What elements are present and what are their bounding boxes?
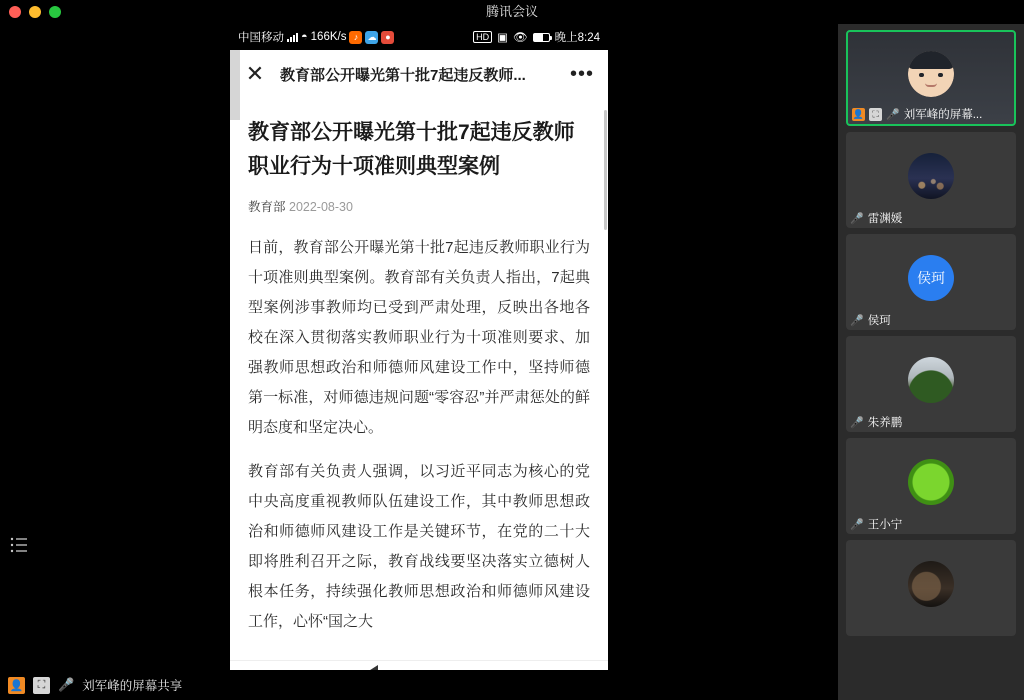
avatar	[908, 357, 954, 403]
screen-share-icon: ⛶	[33, 677, 50, 694]
article-date: 2022-08-30	[289, 200, 353, 215]
carrier-label: 中国移动	[238, 32, 284, 44]
participant-name-row	[848, 104, 986, 124]
list-menu-icon[interactable]	[8, 534, 30, 556]
browser-appbar	[230, 50, 608, 98]
phone-edge-shadow	[230, 50, 240, 120]
phone-screen-share	[230, 24, 608, 700]
article-headline: 教育部公开曝光第十批7起违反教师职业行为十项准则典型案例	[248, 121, 575, 178]
signal-bars-icon	[287, 32, 298, 42]
participant-name-row	[846, 310, 895, 330]
user-badge-icon: 👤	[8, 677, 25, 694]
participant-tile[interactable]	[846, 540, 1016, 636]
screen-share-status-bar	[0, 670, 838, 700]
mic-muted-icon: 🎤	[850, 212, 864, 225]
mic-icon[interactable]: 🎤	[58, 677, 75, 692]
article-source: 教育部	[248, 200, 286, 215]
close-icon[interactable]: ✕	[245, 61, 265, 86]
article-content[interactable]	[230, 98, 608, 660]
qq-badge-icon: ●	[381, 31, 394, 44]
article-meta	[248, 197, 590, 215]
hd-icon: HD	[473, 31, 492, 43]
clock-label: 晚上8:24	[554, 32, 600, 44]
participant-tile[interactable]	[846, 336, 1016, 432]
phone-status-bar	[230, 24, 608, 50]
mic-icon: 🎤	[886, 108, 900, 121]
participant-strip[interactable]	[838, 24, 1024, 700]
participant-tile[interactable]	[846, 234, 1016, 330]
avatar-initials: 侯珂	[917, 270, 945, 287]
eye-icon: 👁	[513, 32, 528, 44]
close-window-button[interactable]	[9, 6, 21, 18]
window-titlebar	[0, 0, 1024, 24]
participant-name: 朱养鹏	[867, 417, 903, 429]
music-badge-icon: ♪	[349, 31, 362, 44]
page-scrollbar[interactable]	[604, 110, 607, 230]
participant-name-row	[846, 514, 906, 534]
participant-tile[interactable]	[846, 438, 1016, 534]
participant-name-row	[846, 412, 906, 432]
user-badge-icon: 👤	[852, 108, 865, 119]
shared-screen-stage	[0, 24, 838, 700]
avatar	[908, 153, 954, 199]
avatar	[908, 255, 954, 301]
traffic-lights	[9, 6, 61, 18]
participant-name-row	[846, 632, 854, 636]
participant-name: 刘军峰的屏幕...	[903, 109, 983, 121]
avatar	[908, 561, 954, 607]
participant-name-row	[846, 208, 906, 228]
maximize-window-button[interactable]	[49, 6, 61, 18]
participant-name: 王小宁	[867, 519, 903, 531]
battery-icon	[533, 33, 550, 42]
network-speed-label: 166K/s	[310, 31, 347, 43]
more-options-icon[interactable]: •••	[569, 62, 594, 85]
minimize-window-button[interactable]	[29, 6, 41, 18]
window-title: 腾讯会议	[485, 4, 538, 19]
mic-muted-icon: 🎤	[850, 314, 864, 327]
participant-name: 雷渊媛	[867, 213, 903, 225]
screen-share-icon: ⛶	[869, 108, 882, 121]
participant-tile[interactable]	[846, 132, 1016, 228]
wifi-icon: ◓	[301, 31, 308, 43]
weather-badge-icon: ☁	[367, 31, 377, 42]
article-paragraph: 日前，教育部公开曝光第十批7起违反教师职业行为十项准则典型案例。教育部有关负责人指出，7起典型案例涉事教师均已受到严肃处理，反映出各地各校在深入贯彻落实教师职业行为十项准则要求、加强教师思想政治和师德师风建设工作中，坚持师德第一标准，对师德违规问题“零容忍”并严肃惩处的鲜明态度和坚定决心。	[248, 239, 590, 437]
avatar	[908, 459, 954, 505]
article-paragraph: 教育部有关负责人强调，以习近平同志为核心的党中央高度重视教师队伍建设工作，其中教师思想政治和师德师风建设工作是关键环节，在党的二十大即将胜利召开之际，教育战线要坚决落实立德树人根本任务，持续强化教师思想政治和师德师风建设工作，心怀“国之大	[248, 463, 590, 631]
face-avatar-icon	[908, 51, 954, 97]
avatar	[908, 51, 954, 97]
picture-icon: ▣	[497, 32, 508, 44]
mic-muted-icon: 🎤	[850, 518, 864, 531]
mic-muted-icon: 🎤	[850, 416, 864, 429]
page-title: 教育部公开曝光第十批7起违反教师...	[280, 66, 526, 84]
participant-name: 侯珂	[867, 315, 891, 327]
share-status-label: 刘军峰的屏幕共享	[82, 679, 183, 693]
participant-tile[interactable]	[846, 30, 1016, 126]
